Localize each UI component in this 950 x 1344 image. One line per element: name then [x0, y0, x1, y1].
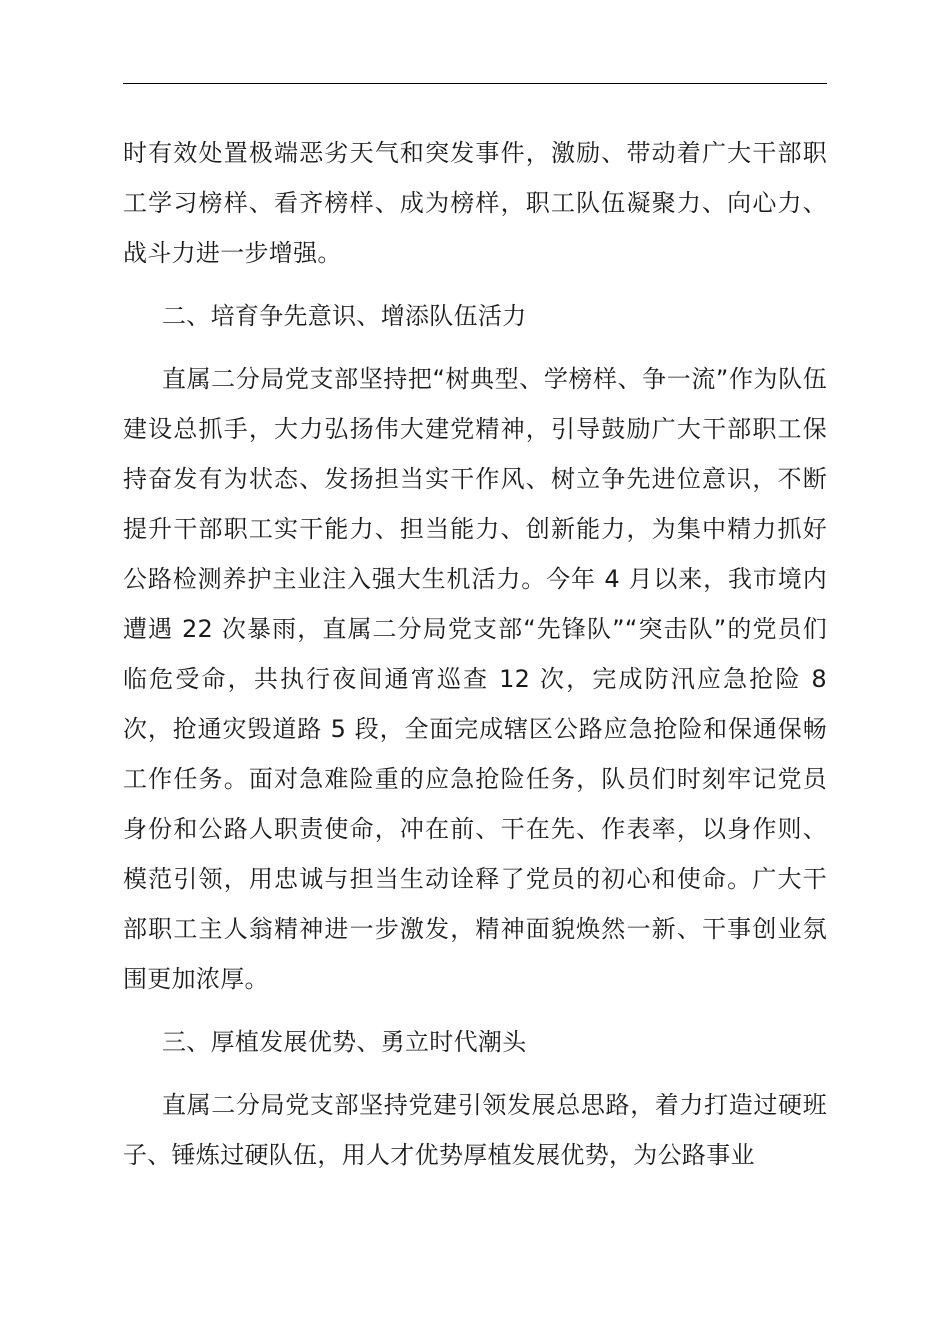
paragraph-section-3: 直属二分局党支部坚持党建引领发展总思路，着力打造过硬班子、锤炼过硬队伍，用人才优势厚植发展优势，为公路事业 [123, 1091, 827, 1169]
header-rule [123, 83, 827, 84]
section-heading-2: 二、培育争先意识、增添队伍活力 [162, 302, 527, 330]
section-heading-3: 三、厚植发展优势、勇立时代潮头 [162, 1028, 527, 1056]
paragraph-continuation: 时有效处置极端恶劣天气和突发事件，激励、带动着广大干部职工学习榜样、看齐榜样、成为榜样，职工队伍凝聚力、向心力、战斗力进一步增强。 [123, 139, 827, 267]
document-body [123, 128, 827, 1180]
paragraph-section-2: 直属二分局党支部坚持把“树典型、学榜样、争一流”作为队伍建设总抓手，大力弘扬伟大建党精神，引导鼓励广大干部职工保持奋发有为状态、发扬担当实干作风、树立争先进位意识，不断提升干部职工实干能力、担当能力、创新能力，为集中精力抓好公路检测养护主业注入强大生机活力。今年 4 月以来，我市境内遭遇 22 次暴雨，直属二分局党支部“先锋队”“突击队”的党员们临危受命，共执行夜间通宵巡查 12 次，完成防汛应急抢险 8 次，抢通灾毁道路 5 段，全面完成辖区公路应急抢险和保通保畅工作任务。面对急难险重的应急抢险任务，队员们时刻牢记党员身份和公路人职责使命，冲在前、干在先、作表率，以身作则、模范引领，用忠诚与担当生动诠释了党员的初心和使命。广大干部职工主人翁精神进一步激发，精神面貌焕然一新、干事创业氛围更加浓厚。 [123, 365, 827, 993]
